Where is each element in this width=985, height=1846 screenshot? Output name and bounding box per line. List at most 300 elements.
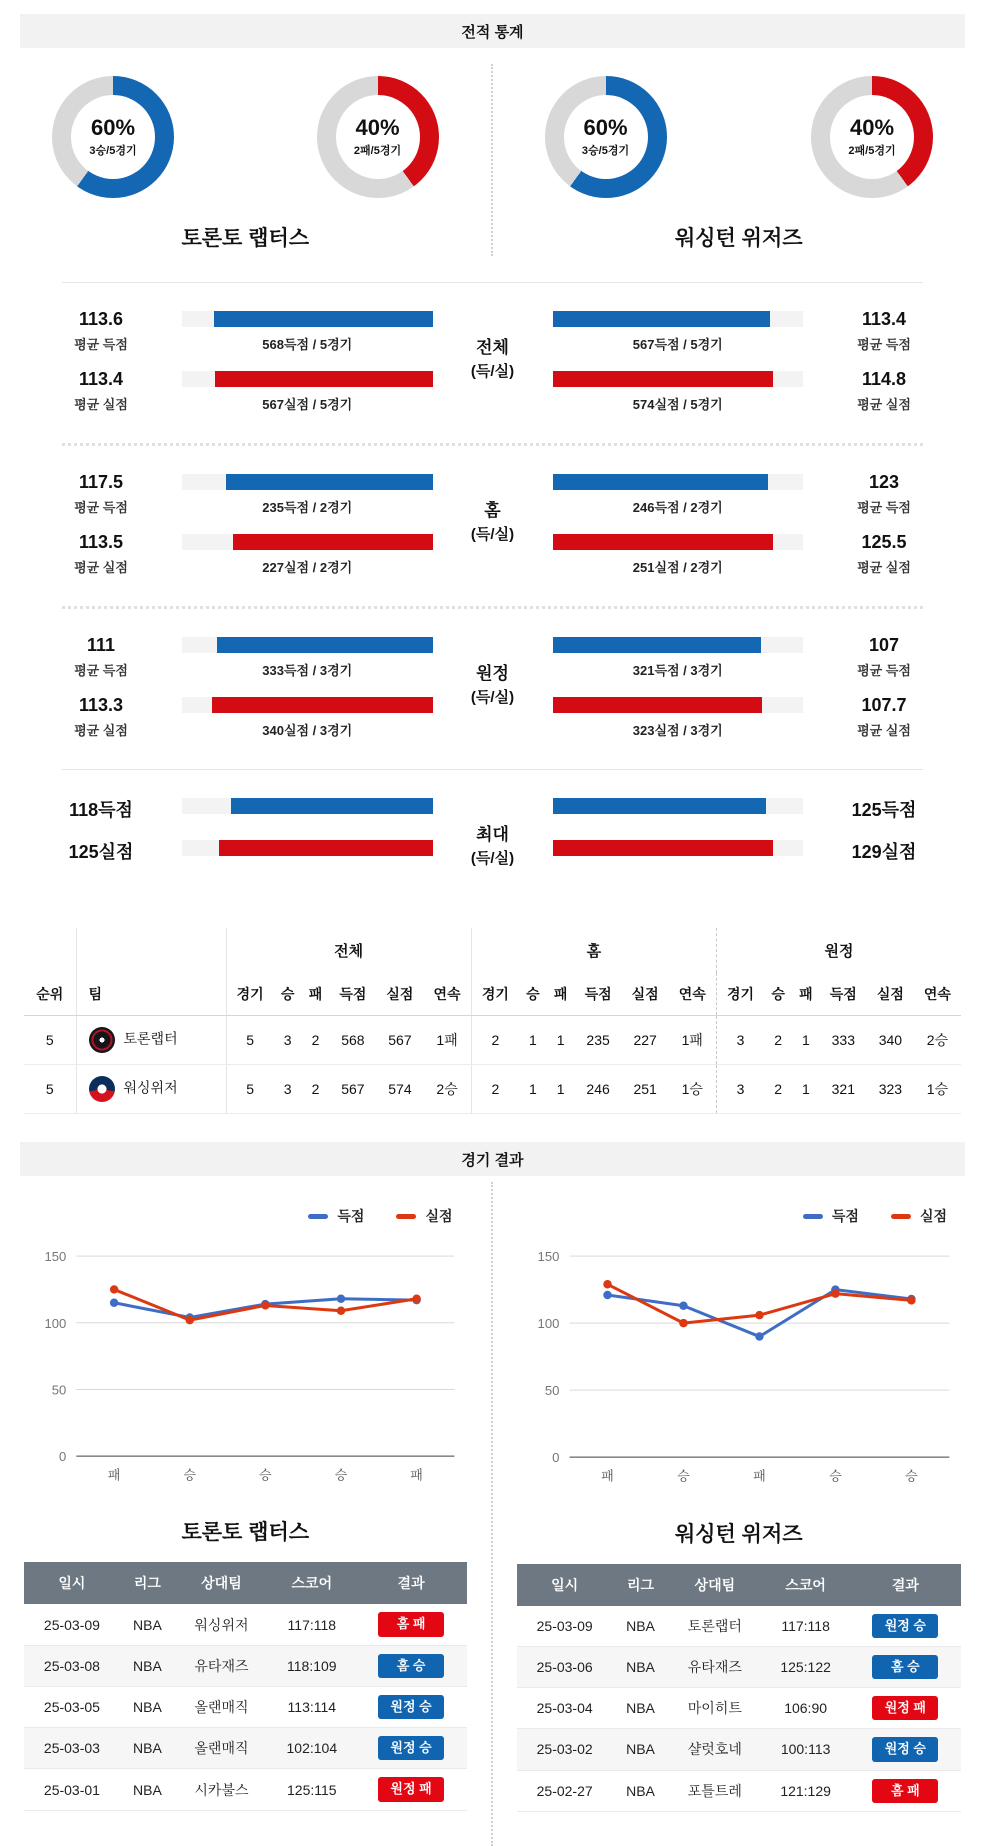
bar-detail-label: 246득점 / 2경기 — [553, 497, 804, 516]
column-header-cell: 경기 — [716, 973, 764, 1016]
stat-label: 평균 실점 — [825, 394, 943, 413]
win-rate-donut — [52, 76, 174, 198]
stat-cell: 235 — [575, 1016, 622, 1065]
bar-detail-label: 235득점 / 2경기 — [182, 497, 433, 516]
donut-percent-label: 40% — [355, 117, 399, 139]
column-header-cell: 경기 — [471, 973, 519, 1016]
donut-games-label: 3승/5경기 — [89, 142, 136, 158]
standings-group-header — [24, 928, 961, 973]
stat-cell: 1승 — [914, 1065, 961, 1114]
team-short-name: 워싱위저 — [124, 1080, 178, 1096]
comparison-row — [543, 532, 944, 576]
stat-cell: 2 — [764, 1065, 792, 1114]
score-cell: 117:118 — [762, 1606, 850, 1647]
legend-item — [308, 1206, 364, 1226]
match-row — [517, 1729, 962, 1770]
score-bar-track — [182, 798, 433, 814]
score-bar-fill — [217, 637, 433, 653]
comparison-section — [0, 283, 985, 443]
result-cell — [850, 1770, 961, 1811]
stat-cell: 1 — [792, 1065, 820, 1114]
section-center-label: 최대 (득/실) — [443, 796, 543, 868]
match-row — [24, 1686, 467, 1727]
raptors-logo-icon — [89, 1027, 115, 1053]
stat-cell: 567 — [376, 1016, 423, 1065]
score-bar-track — [553, 697, 804, 713]
stat-cell: 323 — [867, 1065, 914, 1114]
column-header-cell: 득점 — [820, 973, 867, 1016]
comparison-row — [543, 635, 944, 679]
win-rate-donut — [545, 76, 667, 198]
stat-cell: 1승 — [669, 1065, 717, 1114]
column-header-cell: 경기 — [226, 973, 274, 1016]
score-cell: 125:122 — [762, 1646, 850, 1687]
team-cell — [76, 1016, 226, 1065]
comparison-row — [42, 838, 443, 864]
league-cell: NBA — [120, 1769, 175, 1810]
stat-value: 114.8 — [825, 369, 943, 390]
stat-cell: 2 — [764, 1016, 792, 1065]
stat-cell: 3 — [274, 1065, 302, 1114]
column-header-cell: 연속 — [914, 973, 961, 1016]
legend-item — [396, 1206, 452, 1226]
donut-area — [0, 64, 985, 256]
opponent-cell: 포틀트레 — [668, 1770, 761, 1811]
bar-detail-label: 321득점 / 3경기 — [553, 660, 804, 679]
standings-row — [24, 1016, 961, 1065]
score-bar-fill — [553, 840, 773, 856]
score-bar-fill — [553, 371, 773, 387]
opponent-cell: 올랜매직 — [175, 1728, 268, 1769]
stat-cell: 5 — [226, 1065, 274, 1114]
section-center-label: 전체 (득/실) — [443, 309, 543, 381]
svg-text:0: 0 — [552, 1450, 559, 1465]
score-bar-fill — [553, 798, 767, 814]
score-bar-track — [553, 474, 804, 490]
stat-value: 118득점 — [42, 796, 160, 822]
date-cell: 25-03-05 — [24, 1686, 120, 1727]
stat-cell: 1 — [547, 1065, 575, 1114]
rank-cell: 5 — [24, 1065, 76, 1114]
comparison-section — [0, 770, 985, 898]
stat-value: 107.7 — [825, 695, 943, 716]
result-cell — [356, 1769, 467, 1810]
svg-text:패: 패 — [753, 1467, 766, 1483]
svg-text:승: 승 — [829, 1468, 842, 1483]
column-header-cell: 패 — [547, 973, 575, 1016]
score-cell: 100:113 — [762, 1729, 850, 1770]
match-header-cell: 일시 — [517, 1564, 613, 1606]
date-cell: 25-03-08 — [24, 1645, 120, 1686]
column-header-cell: 연속 — [669, 973, 717, 1016]
svg-text:패: 패 — [601, 1467, 614, 1483]
result-badge: 원정 승 — [378, 1736, 444, 1760]
group-header-cell: 원정 — [716, 928, 961, 973]
result-cell — [356, 1728, 467, 1769]
bar-detail-label: 574실점 / 5경기 — [553, 394, 804, 413]
stat-cell: 3 — [716, 1016, 764, 1065]
result-badge: 원정 승 — [872, 1737, 938, 1761]
stat-cell: 1 — [792, 1016, 820, 1065]
result-cell — [356, 1604, 467, 1645]
score-trend-chart — [517, 1242, 962, 1490]
results-header-title: 경기 결과 — [461, 1149, 523, 1170]
team-title: 토론토 랩터스 — [24, 1516, 467, 1546]
team-half-away — [493, 64, 985, 256]
score-bar-track — [553, 311, 804, 327]
wizards-logo-icon — [89, 1076, 115, 1102]
stat-value: 125.5 — [825, 532, 943, 553]
stat-cell: 1패 — [669, 1016, 717, 1065]
stat-cell: 567 — [329, 1065, 376, 1114]
stats-header-bar — [20, 14, 965, 48]
svg-text:패: 패 — [410, 1467, 423, 1482]
comparison-row — [543, 838, 944, 864]
svg-text:승: 승 — [905, 1468, 918, 1483]
실점-line-swatch-icon — [891, 1214, 911, 1219]
stat-cell: 2승 — [423, 1065, 471, 1114]
column-header-cell: 실점 — [376, 973, 423, 1016]
bar-detail-label: 567득점 / 5경기 — [553, 334, 804, 353]
score-bar-track — [182, 637, 433, 653]
stat-cell: 251 — [622, 1065, 669, 1114]
score-bar-track — [553, 798, 804, 814]
match-header-cell: 일시 — [24, 1562, 120, 1604]
score-cell: 102:104 — [268, 1728, 356, 1769]
stat-label: 평균 득점 — [42, 660, 160, 679]
득점-line-swatch-icon — [803, 1214, 823, 1219]
result-badge: 원정 패 — [378, 1777, 444, 1801]
legend-item — [803, 1206, 859, 1226]
stat-value: 123 — [825, 472, 943, 493]
result-badge: 홈 패 — [872, 1779, 938, 1803]
result-badge: 홈 승 — [872, 1655, 938, 1679]
loss-rate-donut — [811, 76, 933, 198]
stat-cell: 2 — [302, 1016, 330, 1065]
stat-cell: 2승 — [914, 1016, 961, 1065]
match-header-cell: 상대팀 — [175, 1562, 268, 1604]
bar-detail-label: 227실점 / 2경기 — [182, 557, 433, 576]
stat-value: 117.5 — [42, 472, 160, 493]
stat-cell: 574 — [376, 1065, 423, 1114]
stat-cell: 2 — [471, 1016, 519, 1065]
group-header-cell: 홈 — [471, 928, 716, 973]
opponent-cell: 유타재즈 — [668, 1646, 761, 1687]
match-header-cell: 상대팀 — [668, 1564, 761, 1606]
svg-text:150: 150 — [537, 1249, 559, 1264]
result-badge: 홈 패 — [378, 1612, 444, 1636]
score-bar-fill — [231, 798, 433, 814]
team-title: 워싱턴 위저즈 — [517, 1518, 962, 1548]
team-cell — [76, 1065, 226, 1114]
legend-label: 실점 — [425, 1206, 452, 1226]
chart-legend — [24, 1196, 467, 1226]
score-bar-fill — [553, 474, 769, 490]
score-cell: 117:118 — [268, 1604, 356, 1645]
score-bar-fill — [214, 311, 432, 327]
chart-legend — [517, 1196, 962, 1226]
score-bar-track — [553, 637, 804, 653]
donut-percent-label: 60% — [583, 117, 627, 139]
stat-cell: 3 — [274, 1016, 302, 1065]
실점-line-swatch-icon — [396, 1214, 416, 1219]
opponent-cell: 샬럿호네 — [668, 1729, 761, 1770]
comparison-row — [42, 369, 443, 413]
bar-detail-label: 340실점 / 3경기 — [182, 720, 433, 739]
stat-cell: 246 — [575, 1065, 622, 1114]
comparison-row — [42, 472, 443, 516]
team-half-home — [0, 64, 493, 256]
result-badge: 원정 승 — [872, 1614, 938, 1638]
comparison-row — [42, 532, 443, 576]
score-cell: 118:109 — [268, 1645, 356, 1686]
svg-text:100: 100 — [537, 1316, 559, 1331]
stat-label: 평균 득점 — [825, 497, 943, 516]
comparison-area — [0, 282, 985, 898]
stat-value: 113.5 — [42, 532, 160, 553]
date-cell: 25-03-02 — [517, 1729, 613, 1770]
section-center-label: 홈 (득/실) — [443, 472, 543, 544]
team-name-heading: 토론토 랩터스 — [0, 222, 491, 252]
loss-rate-donut — [317, 76, 439, 198]
donut-games-label: 2패/5경기 — [848, 142, 895, 158]
result-cell — [850, 1688, 961, 1729]
match-row — [517, 1688, 962, 1729]
score-bar-track — [553, 840, 804, 856]
donut-games-label: 2패/5경기 — [354, 142, 401, 158]
score-bar-fill — [553, 697, 763, 713]
stat-label: 평균 득점 — [42, 497, 160, 516]
stat-cell: 1 — [519, 1016, 547, 1065]
bar-detail-label: 333득점 / 3경기 — [182, 660, 433, 679]
column-header-cell: 연속 — [423, 973, 471, 1016]
score-trend-chart — [24, 1242, 467, 1488]
bar-detail-label: 323실점 / 3경기 — [553, 720, 804, 739]
stat-label: 평균 실점 — [825, 720, 943, 739]
match-table — [517, 1564, 962, 1812]
standings-row — [24, 1065, 961, 1114]
score-cell: 121:129 — [762, 1770, 850, 1811]
standings-table — [24, 928, 961, 1114]
league-cell: NBA — [120, 1728, 175, 1769]
group-header-cell: 전체 — [226, 928, 471, 973]
stat-value: 113.4 — [825, 309, 943, 330]
stat-cell: 1 — [547, 1016, 575, 1065]
score-bar-track — [182, 311, 433, 327]
svg-text:승: 승 — [259, 1467, 272, 1482]
league-cell: NBA — [613, 1606, 668, 1647]
column-header-cell: 패 — [302, 973, 330, 1016]
results-column-away — [493, 1182, 985, 1846]
stat-cell: 5 — [226, 1016, 274, 1065]
score-bar-fill — [219, 840, 433, 856]
stats-page — [0, 14, 985, 1846]
score-bar-fill — [215, 371, 433, 387]
stat-value: 129실점 — [825, 838, 943, 864]
stat-cell: 227 — [622, 1016, 669, 1065]
match-header-cell: 리그 — [613, 1564, 668, 1606]
column-header-cell: 득점 — [575, 973, 622, 1016]
column-header-cell: 실점 — [867, 973, 914, 1016]
donut-percent-label: 60% — [91, 117, 135, 139]
comparison-row — [543, 369, 944, 413]
svg-text:50: 50 — [52, 1383, 67, 1398]
date-cell: 25-03-03 — [24, 1728, 120, 1769]
team-short-name: 토론랩터 — [124, 1031, 178, 1047]
stat-cell: 340 — [867, 1016, 914, 1065]
score-bar-track — [182, 697, 433, 713]
stat-cell: 321 — [820, 1065, 867, 1114]
result-badge: 홈 승 — [378, 1654, 444, 1678]
date-cell: 25-03-06 — [517, 1646, 613, 1687]
comparison-section — [0, 609, 985, 769]
column-header-cell: 승 — [274, 973, 302, 1016]
득점-line-swatch-icon — [308, 1214, 328, 1219]
stat-label: 평균 실점 — [42, 394, 160, 413]
results-header-bar — [20, 1142, 965, 1176]
comparison-row — [42, 635, 443, 679]
svg-text:50: 50 — [544, 1383, 559, 1398]
league-cell: NBA — [613, 1646, 668, 1687]
stat-value: 113.3 — [42, 695, 160, 716]
result-cell — [850, 1606, 961, 1647]
match-row — [24, 1728, 467, 1769]
league-cell: NBA — [613, 1688, 668, 1729]
stat-cell: 568 — [329, 1016, 376, 1065]
match-row — [517, 1646, 962, 1687]
score-bar-fill — [553, 534, 773, 550]
svg-text:100: 100 — [44, 1316, 66, 1331]
match-row — [517, 1770, 962, 1811]
bar-detail-label: 251실점 / 2경기 — [553, 557, 804, 576]
date-cell: 25-03-01 — [24, 1769, 120, 1810]
comparison-row — [42, 796, 443, 822]
stat-cell: 2 — [471, 1065, 519, 1114]
match-table — [24, 1562, 467, 1810]
score-cell: 113:114 — [268, 1686, 356, 1727]
score-bar-fill — [226, 474, 432, 490]
stat-value: 113.6 — [42, 309, 160, 330]
result-cell — [356, 1645, 467, 1686]
score-bar-fill — [553, 637, 761, 653]
result-cell — [356, 1686, 467, 1727]
svg-text:0: 0 — [59, 1449, 66, 1464]
opponent-cell: 마이히트 — [668, 1688, 761, 1729]
comparison-row — [543, 309, 944, 353]
stat-label: 평균 실점 — [42, 720, 160, 739]
score-bar-fill — [553, 311, 771, 327]
svg-text:승: 승 — [183, 1467, 196, 1482]
stat-value: 107 — [825, 635, 943, 656]
column-header-cell: 실점 — [622, 973, 669, 1016]
league-cell: NBA — [613, 1770, 668, 1811]
comparison-row — [543, 796, 944, 822]
league-cell: NBA — [120, 1686, 175, 1727]
rank-cell: 5 — [24, 1016, 76, 1065]
match-header-cell: 스코어 — [762, 1564, 850, 1606]
match-header-cell: 리그 — [120, 1562, 175, 1604]
stat-cell: 3 — [716, 1065, 764, 1114]
svg-text:150: 150 — [44, 1249, 66, 1264]
opponent-cell: 유타재즈 — [175, 1645, 268, 1686]
bar-detail-label: 568득점 / 5경기 — [182, 334, 433, 353]
comparison-section — [0, 446, 985, 606]
match-header-cell: 결과 — [850, 1564, 961, 1606]
league-cell: NBA — [613, 1729, 668, 1770]
date-cell: 25-03-09 — [24, 1604, 120, 1645]
comparison-row — [543, 695, 944, 739]
match-row — [517, 1606, 962, 1647]
column-header-cell: 승 — [519, 973, 547, 1016]
legend-label: 실점 — [920, 1206, 947, 1226]
results-area — [0, 1182, 985, 1846]
score-bar-track — [182, 371, 433, 387]
stat-label: 평균 실점 — [825, 557, 943, 576]
donut-percent-label: 40% — [850, 117, 894, 139]
result-cell — [850, 1646, 961, 1687]
league-cell: NBA — [120, 1645, 175, 1686]
comparison-row — [42, 695, 443, 739]
stat-cell: 2 — [302, 1065, 330, 1114]
result-badge: 원정 승 — [378, 1695, 444, 1719]
opponent-cell: 시카불스 — [175, 1769, 268, 1810]
match-header-cell: 스코어 — [268, 1562, 356, 1604]
score-cell: 106:90 — [762, 1688, 850, 1729]
results-column-home — [0, 1182, 493, 1846]
match-row — [24, 1769, 467, 1810]
stat-label: 평균 실점 — [42, 557, 160, 576]
comparison-row — [42, 309, 443, 353]
result-badge: 원정 패 — [872, 1696, 938, 1720]
column-header-cell: 승 — [764, 973, 792, 1016]
stat-value: 125득점 — [825, 796, 943, 822]
stat-label: 평균 득점 — [42, 334, 160, 353]
score-bar-track — [553, 371, 804, 387]
bar-detail-label: 567실점 / 5경기 — [182, 394, 433, 413]
column-header-cell: 패 — [792, 973, 820, 1016]
team-name-heading: 워싱턴 위저즈 — [493, 222, 985, 252]
opponent-cell: 워싱위저 — [175, 1604, 268, 1645]
match-row — [24, 1645, 467, 1686]
standings-column-header: 순위 팀 경기 승 패 득점 실점 연속 경기 승 패 득점 실점 연속 경기 승 패 득점 실점 연속 — [24, 973, 961, 1016]
score-bar-track — [182, 840, 433, 856]
svg-text:승: 승 — [335, 1467, 348, 1482]
match-header-cell: 결과 — [356, 1562, 467, 1604]
stat-value: 113.4 — [42, 369, 160, 390]
stat-label: 평균 득점 — [825, 660, 943, 679]
opponent-cell: 토론랩터 — [668, 1606, 761, 1647]
opponent-cell: 올랜매직 — [175, 1686, 268, 1727]
svg-text:패: 패 — [108, 1467, 121, 1482]
section-center-label: 원정 (득/실) — [443, 635, 543, 707]
score-cell: 125:115 — [268, 1769, 356, 1810]
stats-header-title: 전적 통계 — [461, 21, 523, 42]
score-bar-fill — [212, 697, 432, 713]
date-cell: 25-03-09 — [517, 1606, 613, 1647]
league-cell: NBA — [120, 1604, 175, 1645]
stat-value: 125실점 — [42, 838, 160, 864]
stat-cell: 1 — [519, 1065, 547, 1114]
score-bar-track — [182, 474, 433, 490]
date-cell: 25-02-27 — [517, 1770, 613, 1811]
date-cell: 25-03-04 — [517, 1688, 613, 1729]
stat-cell: 333 — [820, 1016, 867, 1065]
legend-item — [891, 1206, 947, 1226]
stat-value: 111 — [42, 635, 160, 656]
column-header-cell: 득점 — [329, 973, 376, 1016]
score-bar-track — [553, 534, 804, 550]
svg-text:승: 승 — [677, 1468, 690, 1483]
